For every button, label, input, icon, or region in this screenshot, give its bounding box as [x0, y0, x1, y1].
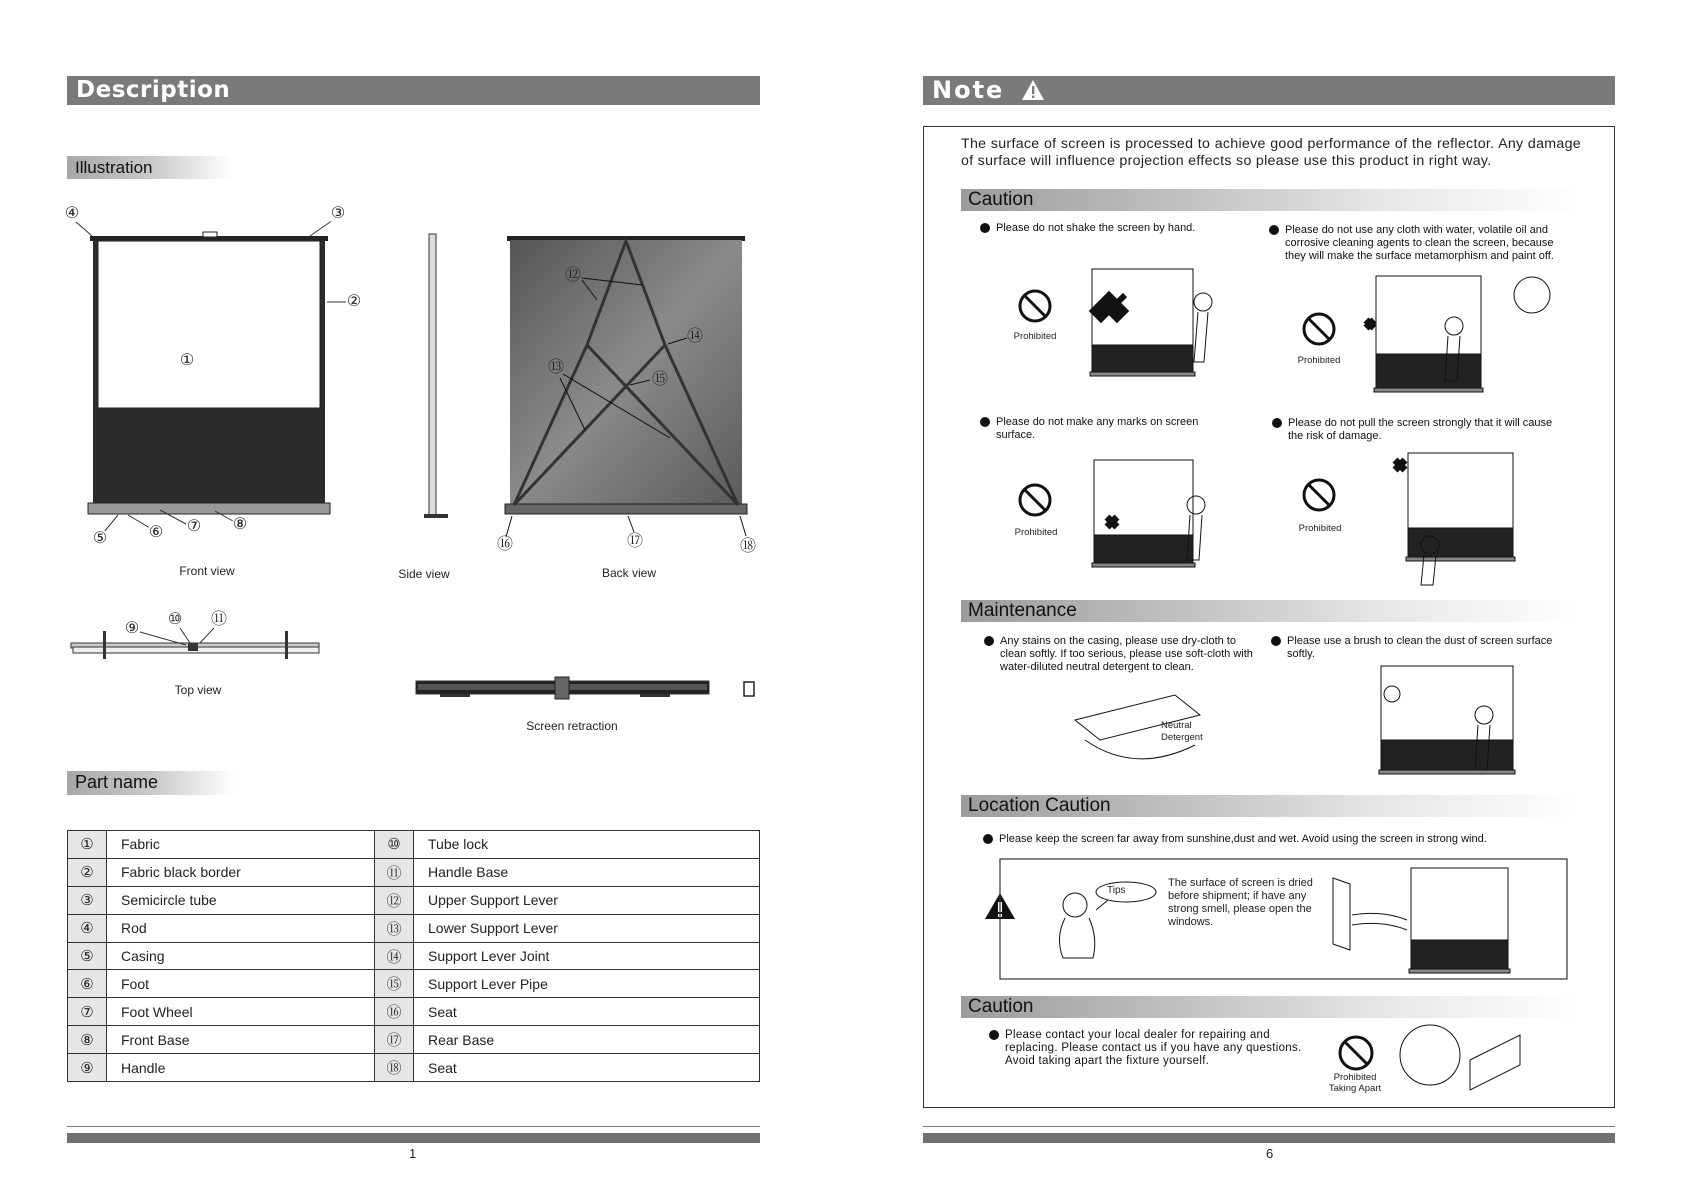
caution-item-4: Please do not pull the screen strongly that it will cause the risk of damage. — [1288, 417, 1568, 443]
part-number: ⑦ — [68, 998, 107, 1026]
prohibited-label-2: Prohibited — [1297, 355, 1341, 366]
part-name: Handle — [107, 1054, 375, 1082]
tips-text: The surface of screen is dried before shipment; if have any strong smell, please open the windows. — [1168, 877, 1313, 928]
caution-item-2: Please do not use any cloth with water, volatile oil and corrosive cleaning agents to clean the screen, because they will make the surface metamorphism and paint off. — [1285, 224, 1570, 263]
part-name: Rear Base — [414, 1026, 760, 1054]
part-number: ⑫ — [375, 886, 414, 914]
part-name: Front Base — [107, 1026, 375, 1054]
illustration-label: Illustration — [67, 156, 232, 179]
caution2-heading: Caution — [961, 996, 1580, 1018]
maintenance-item-2: Please use a brush to clean the dust of screen surface softly. — [1287, 635, 1572, 661]
part-name: Support Lever Joint — [414, 942, 760, 970]
part-name: Fabric black border — [107, 858, 375, 886]
maintenance-item-1: Any stains on the casing, please use dry-cloth to clean softly. If too serious, please use soft-cloth with water-diluted neutral detergent to clean. — [1000, 635, 1255, 674]
callout-12: ⑫ — [564, 267, 582, 284]
part-name: Tube lock — [414, 831, 760, 859]
caution-heading: Caution — [961, 189, 1580, 211]
part-number: ⑨ — [68, 1054, 107, 1082]
caution2-item: Please contact your local dealer for repairing and replacing. Please contact us if you have any questions. Avoid taking apart the fixture yourself. — [1005, 1029, 1305, 1068]
part-name: Handle Base — [414, 858, 760, 886]
footer-line-right — [923, 1126, 1615, 1130]
part-number: ⑯ — [375, 998, 414, 1026]
location-caution-heading: Location Caution — [961, 795, 1580, 817]
prohibited-label-1: Prohibited — [1013, 331, 1057, 342]
callout-3: ③ — [330, 205, 346, 222]
part-name: Support Lever Pipe — [414, 970, 760, 998]
callout-7: ⑦ — [186, 518, 202, 535]
neutral-detergent-label: Neutral Detergent — [1161, 720, 1203, 743]
callout-4: ④ — [64, 205, 80, 222]
callout-13: ⑬ — [547, 359, 565, 376]
note-title: Note — [932, 76, 1005, 104]
intro-text: The surface of screen is processed to achieve good performance of the reflector. Any damage of surface will influence projection effects so please use this product in right way. — [961, 136, 1581, 169]
part-number: ⑮ — [375, 970, 414, 998]
part-number: ⑩ — [375, 831, 414, 859]
part-name: Foot — [107, 970, 375, 998]
part-name: Foot Wheel — [107, 998, 375, 1026]
callout-10: ⑩ — [167, 611, 183, 628]
callout-5: ⑤ — [92, 530, 108, 547]
part-name: Lower Support Lever — [414, 914, 760, 942]
back-view-caption: Back view — [601, 566, 657, 580]
part-number: ③ — [68, 886, 107, 914]
tips-label: Tips — [1107, 885, 1126, 896]
part-number: ⑤ — [68, 942, 107, 970]
footer-line — [67, 1126, 760, 1130]
prohibited-taking-apart-label: Prohibited Taking Apart — [1328, 1072, 1382, 1094]
part-name: Fabric — [107, 831, 375, 859]
front-view-caption: Front view — [179, 564, 235, 578]
location-caution-item: Please keep the screen far away from sunshine,dust and wet. Avoid using the screen in strong wind. — [999, 833, 1579, 846]
part-number: ⑬ — [375, 914, 414, 942]
page-number-left: 1 — [409, 1146, 417, 1161]
page-number-right: 6 — [1266, 1146, 1274, 1161]
part-number: ① — [68, 831, 107, 859]
part-number: ② — [68, 858, 107, 886]
footer-bar — [67, 1133, 760, 1143]
side-view-caption: Side view — [398, 567, 450, 581]
callout-9: ⑨ — [124, 620, 140, 637]
callout-8: ⑧ — [232, 516, 248, 533]
caution-item-3: Please do not make any marks on screen surface. — [996, 416, 1236, 442]
prohibited-icons — [1020, 291, 1372, 1069]
caution-item-1: Please do not shake the screen by hand. — [996, 222, 1256, 235]
part-name: Seat — [414, 998, 760, 1026]
callout-14: ⑭ — [686, 328, 704, 345]
part-number: ⑥ — [68, 970, 107, 998]
callout-2: ② — [346, 293, 362, 310]
callout-1: ① — [179, 352, 195, 369]
prohibited-label-4: Prohibited — [1298, 523, 1342, 534]
callout-11: ⑪ — [210, 611, 228, 628]
retraction-caption: Screen retraction — [526, 719, 618, 733]
callout-16: ⑯ — [496, 536, 514, 553]
part-number: ⑰ — [375, 1026, 414, 1054]
part-number: ⑪ — [375, 858, 414, 886]
description-header: Description — [67, 76, 760, 105]
part-name: Casing — [107, 942, 375, 970]
top-view-caption: Top view — [174, 683, 222, 697]
footer-bar-right — [923, 1133, 1615, 1143]
part-name: Semicircle tube — [107, 886, 375, 914]
callout-17: ⑰ — [626, 533, 644, 550]
callout-15: ⑮ — [651, 371, 669, 388]
callout-6: ⑥ — [148, 524, 164, 541]
callout-18: ⑱ — [739, 538, 757, 555]
part-number: ⑱ — [375, 1054, 414, 1082]
part-name: Seat — [414, 1054, 760, 1082]
maintenance-heading: Maintenance — [961, 600, 1580, 622]
part-name: Upper Support Lever — [414, 886, 760, 914]
part-name: Rod — [107, 914, 375, 942]
part-name-label: Part name — [67, 771, 235, 795]
part-number: ④ — [68, 914, 107, 942]
part-number: ⑭ — [375, 942, 414, 970]
part-number: ⑧ — [68, 1026, 107, 1054]
prohibited-label-3: Prohibited — [1014, 527, 1058, 538]
